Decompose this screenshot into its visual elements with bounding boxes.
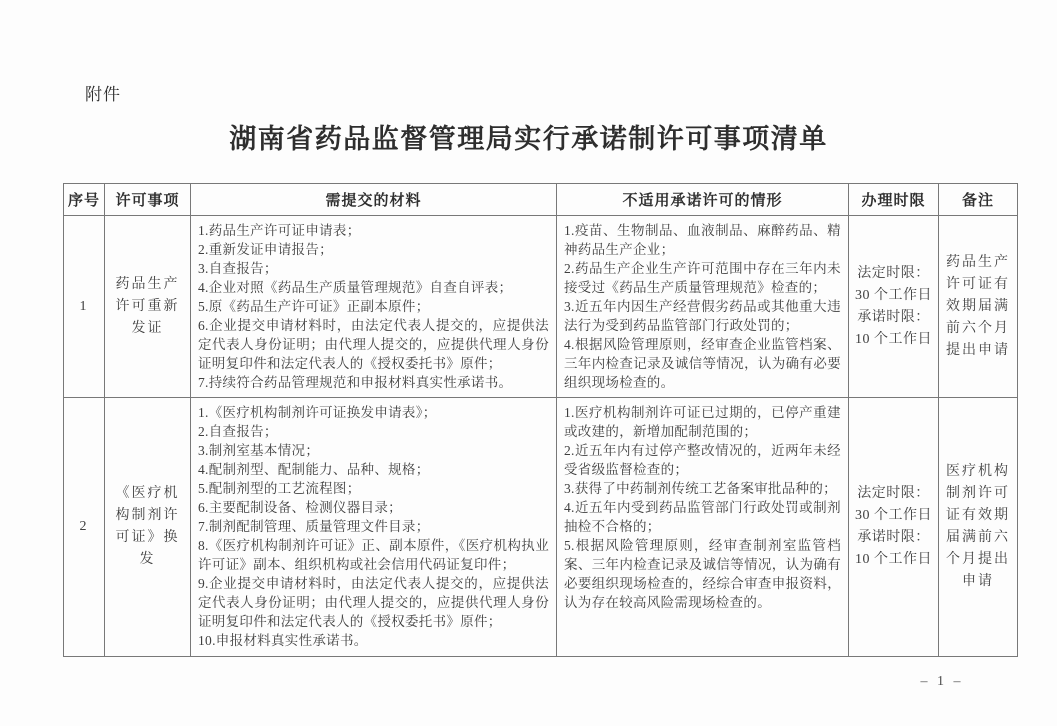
- text-line: 5.配制剂型的工艺流程图；: [198, 481, 361, 496]
- cell-seq: 1: [64, 216, 105, 398]
- text-line: 承诺时限：: [857, 530, 930, 545]
- cell-remark: 医疗机构制剂许可证有效期届满前六个月提出申请: [939, 398, 1018, 657]
- table-header-row: [64, 184, 1018, 216]
- text-line: 2.重新发证申请报告；: [198, 242, 333, 257]
- text-line: 4.近五年内受到药品监管部门行政处罚或制剂抽检不合格的；: [564, 500, 841, 534]
- text-line: 10 个工作日: [855, 331, 932, 347]
- attachment-label: 附件: [85, 85, 121, 104]
- text-line: 3.制剂室基本情况；: [198, 443, 320, 458]
- cell-time-limit: [849, 216, 939, 398]
- cell-materials: [191, 398, 557, 657]
- text-line: 2.药品生产企业生产许可范围中存在三年内未接受过《药品生产质量管理规范》检查的；: [564, 261, 841, 295]
- cell-exclusions: [557, 216, 849, 398]
- column-header-remark: 备注: [939, 184, 1018, 216]
- licensing-items-table: [63, 183, 1018, 657]
- cell-remark: 药品生产许可证有效期届满前六个月提出申请: [939, 216, 1018, 398]
- text-line: 法定时限：: [857, 486, 930, 501]
- column-header-item: 许可事项: [105, 184, 191, 216]
- text-line: 5.根据风险管理原则，经审查制剂室监管档案、三年内检查记录及诚信等情况，认为确有必要组织现场检查的，经综合审查申报资料，认为存在较高风险需现场检查的。: [564, 538, 841, 610]
- text-line: 6.企业提交申请材料时，由法定代表人提交的，应提供法定代表人身份证明；由代理人提交的，应提供代理人身份证明复印件和法定代表人的《授权委托书》原件；: [198, 318, 549, 371]
- column-header-exclusions: 不适用承诺许可的情形: [557, 184, 849, 216]
- text-line: 1.疫苗、生物制品、血液制品、麻醉药品、精神药品生产企业；: [564, 223, 841, 257]
- text-line: 4.根据风险管理原则，经审查企业监管档案、三年内检查记录及诚信等情况，认为确有必要组织现场检查的。: [564, 337, 841, 390]
- text-line: 2.近五年内有过停产整改情况的，近两年未经受省级监督检查的；: [564, 443, 841, 477]
- cell-time-limit: [849, 398, 939, 657]
- page-number: – 1 –: [920, 674, 964, 689]
- text-line: 8.《医疗机构制剂许可证》正、副本原件，《医疗机构执业许可证》副本、组织机构或社会信用代码证复印件；: [198, 538, 549, 572]
- text-line: 2.自查报告；: [198, 424, 278, 439]
- table-row: [64, 216, 1018, 398]
- text-line: 30 个工作日: [855, 287, 932, 303]
- column-header-materials: 需提交的材料: [191, 184, 557, 216]
- text-line: 3.获得了中药制剂传统工艺备案审批品种的；: [564, 481, 837, 496]
- text-line: 7.制剂配制管理、质量管理文件目录；: [198, 519, 430, 534]
- text-line: 10 个工作日: [855, 552, 932, 567]
- text-line: 1.《医疗机构制剂许可证换发申请表》；: [198, 405, 437, 420]
- cell-seq: 2: [64, 398, 105, 657]
- cell-materials: [191, 216, 557, 398]
- text-line: 4.企业对照《药品生产质量管理规范》自查自评表；: [198, 280, 513, 295]
- text-line: 法定时限：: [857, 265, 930, 281]
- column-header-time-limit: 办理时限: [849, 184, 939, 216]
- table-row: [64, 398, 1018, 657]
- text-line: 承诺时限：: [857, 309, 930, 325]
- text-line: 6.主要配制设备、检测仪器目录；: [198, 500, 402, 515]
- text-line: 3.自查报告；: [198, 261, 278, 276]
- cell-license-item: 《医疗机构制剂许可证》换发: [105, 398, 191, 657]
- text-line: 5.原《药品生产许可证》正副本原件；: [198, 299, 430, 314]
- text-line: 9.企业提交申请材料时，由法定代表人提交的，应提供法定代表人身份证明；由代理人提交的，应提供代理人身份证明复印件和法定代表人的《授权委托书》原件；: [198, 576, 549, 629]
- text-line: 30 个工作日: [855, 508, 932, 523]
- text-line: 1.医疗机构制剂许可证已过期的，已停产重建或改建的，新增加配制范围的；: [564, 405, 841, 439]
- text-line: 1.药品生产许可证申请表；: [198, 223, 361, 238]
- page-title: 湖南省药品监督管理局实行承诺制许可事项清单: [229, 124, 828, 154]
- text-line: 7.持续符合药品管理规范和申报材料真实性承诺书。: [198, 375, 513, 390]
- cell-license-item: 药品生产许可重新发证: [105, 216, 191, 398]
- cell-exclusions: [557, 398, 849, 657]
- text-line: 3.近五年内因生产经营假劣药品或其他重大违法行为受到药品监管部门行政处罚的；: [564, 299, 841, 333]
- text-line: 4.配制剂型、配制能力、品种、规格；: [198, 462, 430, 477]
- text-line: 10.申报材料真实性承诺书。: [198, 633, 368, 648]
- column-header-seq: 序号: [64, 184, 105, 216]
